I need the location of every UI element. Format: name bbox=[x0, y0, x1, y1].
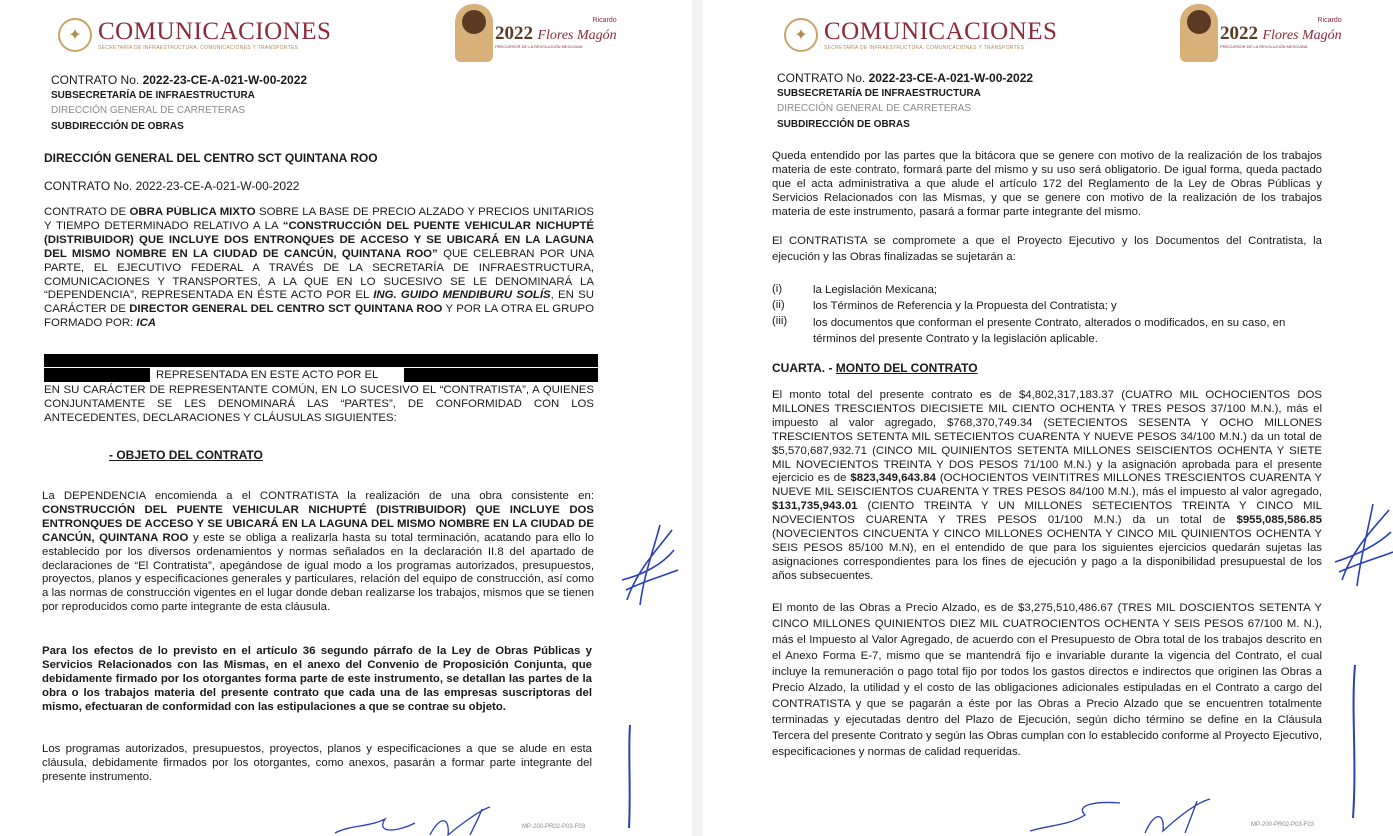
header-contract: CONTRATO No. 2022-23-CE-A-021-W-00-2022 bbox=[777, 71, 1034, 85]
org-logo bbox=[58, 18, 331, 52]
right-page bbox=[705, 0, 1393, 836]
monto-paragraph: El monto total del presente contrato es de $4,802,317,183.37 (CUATRO MIL OCHOCIENTOS DOS MILLONES TRESCIENTOS DIECISIETE MIL CIENTO OCHENTA Y TRES PESOS 37/100 M.N.), más el impuesto al valor agregado, $768,370,749.34 (SETECIENTOS SESENTA Y OCHO MILLONES TRESCIENTOS SETENTA MIL SETECIENTOS CUARENTA Y NUEVE PESOS 34/100 M.N.) da un total de $5,570,687,932.71 (CINCO MIL QUINIENTOS SETENTA MILLONES SEISCIENTOS OCHENTA Y SIETE MIL NOVECIENTOS TREINTA Y DOS PESOS 71/100 M.N.) y la asignación aprobada para el presente ejercicio es de $823,349,643.84 (OCHOCIENTOS VEINTITRES MILLONES TRESCIENTOS CUARENTA Y NUEVE MIL SEISCIENTOS CUARENTA Y TRES PESOS 84/100 M.N.), más el impuesto al valor agregado, $131,735,943.01 (CIENTO TREINTA Y UN MILLONES SETECIENTOS TREINTA Y CINCO MIL NOVECIENTOS CUARENTA Y TRES PESOS 01/100 M.N.) da un total de $955,085,586.85 (NOVECIENTOS CINCUENTA Y CINCO MILLONES OCHENTA Y CINCO MIL QUINIENTOS OCHENTA Y SEIS PESOS 85/100 M.N), en el entendido de que para los siguientes ejercicios quedarán sujetas las asignaciones correspondientes para los fines de ejecución y pago a la disponibilidad presupuestal de los años subsecuentes. bbox=[772, 389, 1322, 582]
signature-mark bbox=[1025, 795, 1225, 835]
header-subsecretaria: SUBSECRETARÍA DE INFRAESTRUCTURA bbox=[777, 88, 981, 99]
sujecion-paragraph: El CONTRATISTA se compromete a que el Proyecto Ejecutivo y los Documentos del Contratista, la ejecución y las Obras finalizadas se sujetarán a: bbox=[772, 235, 1322, 263]
list-item-number: (iii) bbox=[772, 315, 788, 327]
bitacora-paragraph: Queda entendido por las partes que la bitácora que se genere con motivo de la realización de los trabajos materia de este contrato, formará parte del mismo y su uso será obligatorio. De igual forma, queda pactado que el acta administrativa a que alude el artículo 172 del Reglamento de la Ley de Obras Públicas y Servicios Relacionados con las Mismas, y que se genere con motivo de la realización de los trabajos materia de este instrumento, pasará a formar parte integrante del mismo. bbox=[772, 150, 1322, 218]
signature-mark bbox=[1327, 500, 1393, 590]
org-subtitle: SECRETARÍA DE INFRAESTRUCTURA, COMUNICACIONES Y TRANSPORTES bbox=[824, 45, 1025, 51]
anniversary-badge bbox=[455, 4, 617, 62]
header-subdireccion: SUBDIRECCIÓN DE OBRAS bbox=[51, 121, 184, 132]
badge-year: 2022 bbox=[1220, 23, 1258, 44]
badge-name: Flores Magón bbox=[537, 28, 617, 43]
org-subtitle: SECRETARÍA DE INFRAESTRUCTURA, COMUNICACIONES Y TRANSPORTES bbox=[98, 45, 299, 51]
contract-line: CONTRATO No. 2022-23-CE-A-021-W-00-2022 bbox=[44, 179, 300, 193]
conjunta-paragraph: Para los efectos de lo previsto en el artículo 36 segundo párrafo de la Ley de Obras Públicas y Servicios Relacionados con las Mismas, en el anexo del Convenio de Proposición Conjunta, que debidamente firmado por los otorgantes forma parte de este instrumento, se detallan las partes de la obra o los trabajos materia del presente contrato que cada una de las empresas suscriptoras del mismo, efectuaran de conformidad con las estipulaciones a que se contrae su objeto. bbox=[42, 645, 592, 713]
redaction-bar bbox=[44, 368, 150, 382]
badge-name-top: Ricardo bbox=[592, 17, 617, 24]
section-heading-monto: CUARTA. - MONTO DEL CONTRATO bbox=[772, 361, 978, 375]
footer-code: MP-200-PR02-P03-F03 bbox=[522, 824, 586, 830]
objeto-paragraph: La DEPENDENCIA encomienda a el CONTRATISTA la realización de una obra consistente en: CONSTRUCCIÓN DEL PUENTE VEHICULAR NICHUPTÉ (DISTRIBUIDOR) QUE INCLUYE DOS ENTRONQUES DE ACCESO Y SE UBICARÁ EN LA LAGUNA DEL MISMO NOMBRE EN LA CIUDAD DE CANCÚN, QUINTANA ROO y este se obliga a realizarla hasta su total terminación, acatando para ello lo establecido por los diversos ordenamientos y normas señalados en la declaración II.8 del apartado de declaraciones de “El Contratista”, apegándose de igual modo a los programas autorizados, presupuestos, proyectos, planos y especificaciones generales y particulares, relación del equipo de construcción, así como a las normas de construcción vigentes en el lugar donde deban realizarse los trabajos, mismos que se tienen por reproducidos como parte integrante de esta cláusula. bbox=[42, 490, 594, 614]
eagle-seal-icon: ✦ bbox=[58, 18, 92, 52]
anniversary-badge bbox=[1180, 4, 1342, 62]
signature-mark bbox=[1345, 660, 1365, 820]
header-contract: CONTRATO No. 2022-23-CE-A-021-W-00-2022 bbox=[51, 73, 308, 87]
list-item: la Legislación Mexicana; bbox=[813, 284, 938, 296]
portrait-icon bbox=[1180, 4, 1218, 62]
list-item-number: (i) bbox=[772, 283, 783, 295]
document-title: DIRECCIÓN GENERAL DEL CENTRO SCT QUINTANA ROO bbox=[44, 151, 378, 165]
contract-intro: CONTRATO DE OBRA PÚBLICA MIXTO SOBRE LA BASE DE PRECIO ALZADO Y PRECIOS UNITARIOS Y TIEMPO DETERMINADO RELATIVO A LA “CONSTRUCCIÓN DEL PUENTE VEHICULAR NICHUPTÉ (DISTRIBUIDOR) QUE INCLUYE DOS ENTRONQUES DE ACCESO Y SE UBICARÁ EN LA LAGUNA DEL MISMO NOMBRE EN LA CIUDAD DE CANCÚN, QUINTANA ROO” QUE CELEBRAN POR UNA PARTE, EL EJECUTIVO FEDERAL A TRAVÉS DE LA SECRETARÍA DE INFRAESTRUCTURA, COMUNICACIONES Y TRANSPORTES, A LA QUE EN LO SUCESIVO SE LE DENOMINARÁ LA “DEPENDENCIA”, REPRESENTADA EN ÉSTE ACTO POR EL ING. GUIDO MENDIBURU SOLÍS, EN SU CARÁCTER DE DIRECTOR GENERAL DEL CENTRO SCT QUINTANA ROO Y POR LA OTRA EL GRUPO FORMADO POR: ICA bbox=[44, 206, 594, 330]
left-page bbox=[0, 0, 690, 836]
org-name: COMUNICACIONES bbox=[98, 18, 332, 45]
header-direccion: DIRECCIÓN GENERAL DE CARRETERAS bbox=[51, 105, 246, 116]
signature-mark bbox=[622, 720, 642, 830]
anexos-paragraph: Los programas autorizados, presupuestos, proyectos, planos y especificaciones a que se alude en esta cláusula, debidamente firmados por los otorgantes, como anexos, pasarán a formar parte integrante del presente instrumento. bbox=[42, 743, 592, 783]
list-item-number: (ii) bbox=[772, 299, 785, 311]
org-logo bbox=[784, 18, 1057, 52]
badge-sub: PRECURSOR DE LA REVOLUCIÓN MEXICANA bbox=[495, 44, 583, 49]
redaction-bar bbox=[404, 368, 598, 382]
header-direccion: DIRECCIÓN GENERAL DE CARRETERAS bbox=[777, 103, 972, 114]
redaction-bar bbox=[44, 354, 598, 367]
org-name: COMUNICACIONES bbox=[824, 18, 1058, 45]
header-subdireccion: SUBDIRECCIÓN DE OBRAS bbox=[777, 119, 910, 130]
intro-end: EN SU CARÁCTER DE REPRESENTANTE COMÚN, EN LO SUCESIVO EL “CONTRATISTA”, A QUIENES CONJUNTAMENTE SE LES DENOMINARÁ LAS “PARTES”, DE CONFORMIDAD CON LOS ANTECEDENTES, DECLARACIONES Y CLÁUSULAS SIGUIENTES: bbox=[44, 384, 594, 424]
eagle-seal-icon: ✦ bbox=[784, 18, 818, 52]
represented-line: REPRESENTADA EN ESTE ACTO POR EL bbox=[156, 369, 379, 381]
portrait-icon bbox=[455, 4, 493, 62]
header-subsecretaria: SUBSECRETARÍA DE INFRAESTRUCTURA bbox=[51, 90, 255, 101]
badge-name-top: Ricardo bbox=[1317, 17, 1342, 24]
section-heading-objeto: - OBJETO DEL CONTRATO bbox=[109, 448, 263, 462]
badge-year: 2022 bbox=[495, 23, 533, 44]
list-item: los documentos que conforman el presente Contrato, alterados o modificados, en su caso, en términos del presente Contrato y la legislación aplicable. bbox=[813, 317, 1286, 345]
list-item: los Términos de Referencia y la Propuesta del Contratista; y bbox=[813, 300, 1117, 312]
signature-mark bbox=[330, 805, 510, 836]
badge-name: Flores Magón bbox=[1262, 28, 1342, 43]
badge-sub: PRECURSOR DE LA REVOLUCIÓN MEXICANA bbox=[1220, 44, 1308, 49]
page-divider bbox=[692, 0, 703, 836]
obras-precio-alzado-paragraph: El monto de las Obras a Precio Alzado, es de $3,275,510,486.67 (TRES MIL DOSCIENTOS SETENTA Y CINCO MILLONES QUINIENTOS DIEZ MIL CUATROCIENTOS OCHENTA Y SEIS PESOS 67/100 M. N.), más el Impuesto al Valor Agregado, de acuerdo con el Presupuesto de Obra total de los trabajos descrito en el Anexo Forma E-7, mismo que se mantendrá fijo e invariable durante la vigencia del Contrato, el cual incluye la remuneración o pago total fijo por todos los gastos directos e indirectos que originen las Obras a Precio Alzado, la utilidad y el costo de las obligaciones adicionales estipuladas en el Contrato a cargo del CONTRATISTA y que se pagarán a éste por las Obras a Precio Alzado que se encuentren totalmente terminadas y ejecutadas dentro del Plazo de Ejecución, según dicho término se define en la Cláusula Tercera del presente Contrato y según las Obras cumplan con lo establecido conforme al Proyecto Ejecutivo, especificaciones y normas de calidad requeridas. bbox=[772, 602, 1322, 758]
footer-code: MP-200-PR02-P03-F03 bbox=[1251, 822, 1315, 828]
signature-mark bbox=[612, 520, 682, 610]
